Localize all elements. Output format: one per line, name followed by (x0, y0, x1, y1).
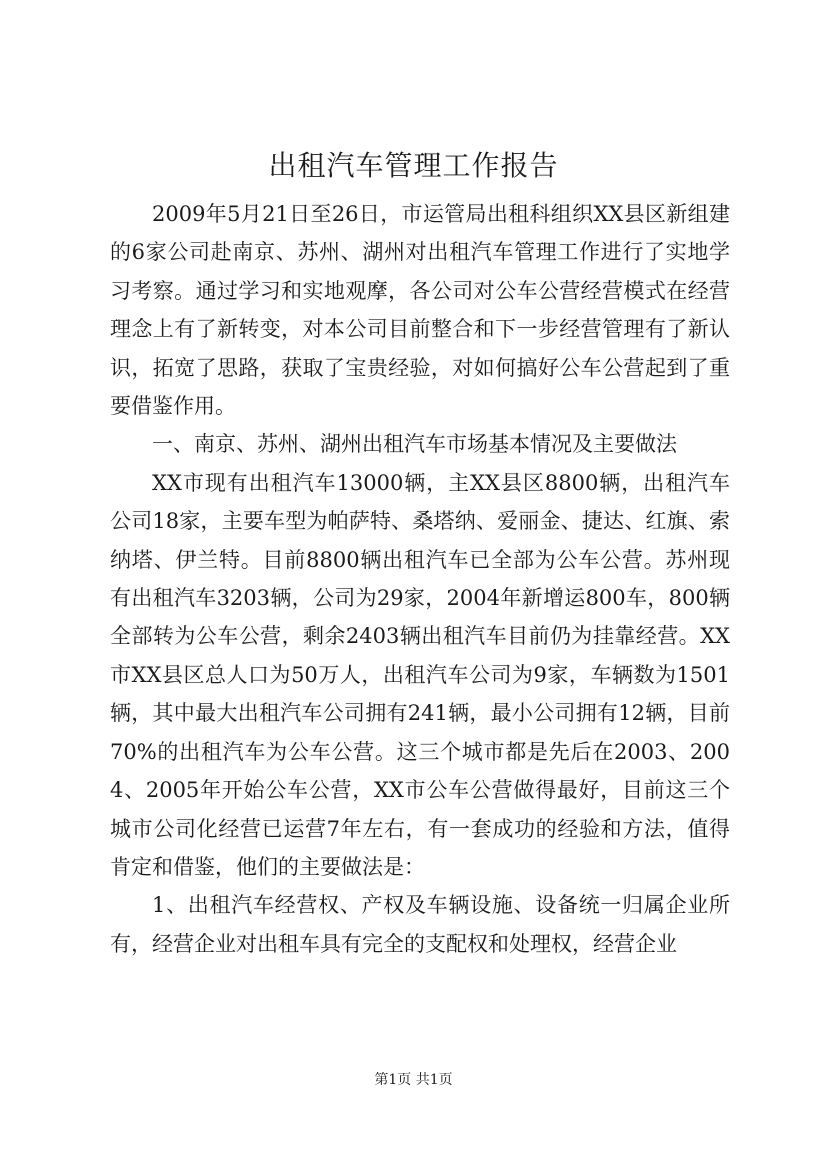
page-footer: 第1页 共1页 (374, 1072, 453, 1088)
paragraph-market-overview: XX市现有出租汽车13000辆，主XX县区8800辆，出租汽车公司18家，主要车型为帕萨特、桑塔纳、爱丽金、捷达、红旗、索纳塔、伊兰特。目前8800辆出租汽车已全部为公车公营。苏州现有出租汽车3203辆，公司为29家，2004年新增运800车，800辆全部转为公车公营，剩余2403辆出租汽车目前仍为挂靠经营。XX市XX县区总人口为50万人，出租汽车公司为9家，车辆数为1501辆，其中最大出租汽车公司拥有241辆，最小公司拥有12辆，目前70%的出租汽车为公车公营。这三个城市都是先后在2003、2004、2005年开始公车公营，XX市公车公营做得最好，目前这三个城市公司化经营已运营7年左右，有一套成功的经验和方法，值得肯定和借鉴，他们的主要做法是： (110, 470, 730, 879)
section-heading-1: 一、南京、苏州、湖州出租汽车市场基本情况及主要做法 (152, 432, 677, 457)
paragraph-intro: 2009年5月21日至26日，市运管局出租科组织XX县区新组建的6家公司赴南京、苏州、湖州对出租汽车管理工作进行了实地学习考察。通过学习和实地观摩，各公司对公车公营经营模式在经营理念上有了新转变，对本公司目前整合和下一步经营管理有了新认识，拓宽了思路，获取了宝贵经验，对如何搞好公车公营起到了重要借鉴作用。 (110, 202, 730, 419)
paragraph-item-1: 1、出租汽车经营权、产权及车辆设施、设备统一归属企业所有，经营企业对出租车具有完全的支配权和处理权，经营企业 (110, 893, 730, 956)
document-title: 出租汽车管理工作报告 (268, 149, 559, 182)
document-body (110, 195, 730, 963)
